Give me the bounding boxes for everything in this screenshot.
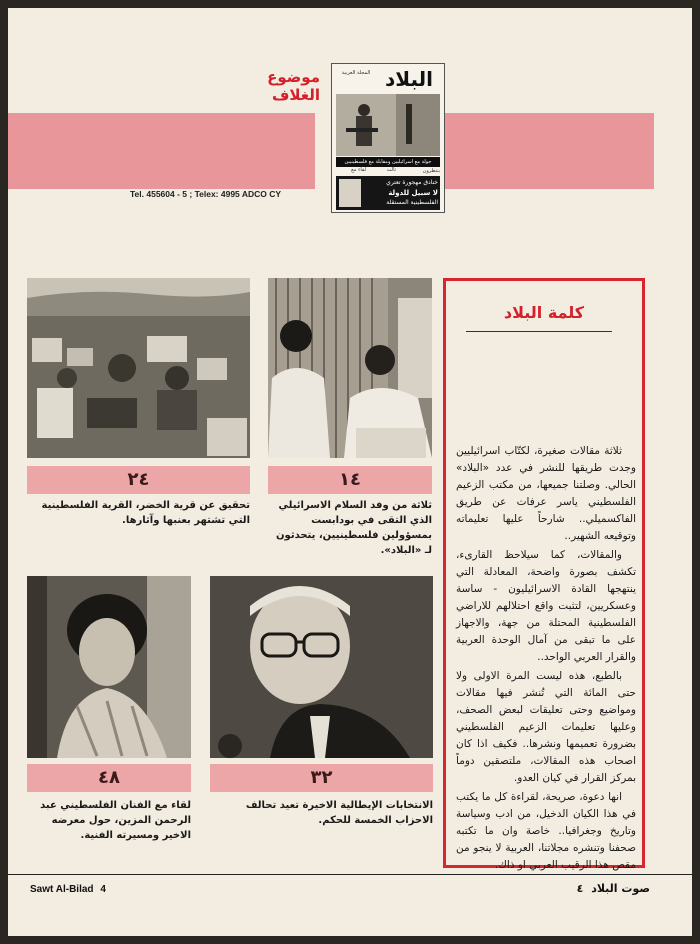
page-number-24: ٢٤ [27,466,250,494]
page-number-32: ٣٢ [210,764,433,792]
caption-elections[interactable]: الانتخابات الإيطالية الاخيرة تعيد تحالف الاحزاب الخمسة للحكم. [245,800,433,826]
cover-photo-figures [336,94,440,156]
caption-village[interactable]: تحقيق عن قرية الخضر، القرية الفلسطينية التي تشتهر بعنبها وآثارها. [41,500,250,526]
caption-delegation[interactable]: ثلاثة من وفد السلام الاسرائيلي الذي التقى في بودابست بمسؤولين فلسطينيين، يتحدثون لـ «البلاد». [276,500,432,556]
page-number-14: ١٤ [268,466,432,494]
editorial-body [456,443,636,876]
footer-page-number-arabic: ٤ [576,882,584,895]
photo-politician [210,576,433,758]
politician-portrait [210,576,433,758]
cover-tag-1: لقاء مع [351,167,366,173]
delegation-scene [268,278,432,458]
editorial-box [443,278,645,871]
cover-tag-2: ثالث [386,167,396,173]
footer-page-number: 4 [100,884,106,895]
page-number-48: ٤٨ [27,764,191,792]
footer-publication-name-arabic: صوت البلاد [591,882,650,895]
header-band-left [8,113,315,189]
photo-village [27,278,250,458]
editorial-paragraph: انها دعوة، صريحة، لقراءة كل ما يكتب في هذا الكيان الدخيل، من ادب وسياسة وتاريخ وجغرافيا.. خاصة وان ما تكتبه صحفنا وتنشره مجلاتنا، العربية لا ينجو من مقص هذا الرقيب العربي او ذاك. [456,791,636,871]
editorial-paragraph: والمقالات، كما سيلاحظ القارىء، تكشف بصورة واضحة، المعادلة التي ينتهجها القادة الاسرائيليون - ساسة وعسكريين، لتثبت واقع احتلالهم للاراضي الفلسطينية المحتلة من جهة، والاجهاز على ما تبقى من آمال الوحدة العربية والقرار العربي الواحد.. [456,549,636,663]
cover-inset-photo [339,179,361,207]
caption-artist[interactable]: لقاء مع الفنان الفلسطيني عبد الرحمن المزين، حول معرضه الاخير ومسيرته الفنية. [40,800,191,841]
artist-portrait [27,576,191,758]
magazine-page [8,8,692,936]
editorial-rule [466,331,612,332]
editorial-paragraph: بالطبع، هذه ليست المرة الاولى ولا حتى المائة التي تُنشر فيها مقالات ومواضيع وحتى تعليقات لبعض الصحف، وعليها تعليمات الزعيم الفلسطيني بضرورة تعميمها ونشرها.. فكيف اذا كان اصحاب هذه المقالات، ملتصقين دوماً بمركز القرار في كيان العدو. [456,670,636,784]
header-band-right [445,113,654,189]
cover-story-heading: موضوع الغلاف [267,68,320,104]
cover-title-block [336,176,440,210]
editorial-title: كلمة البلاد [503,303,585,322]
cover-title-2: لا سبيل للدولة [388,189,438,197]
cover-title-3: الفلسطينية المستقلة [386,199,438,206]
cover-masthead: البلاد [385,67,433,91]
cover-title-1: خنادق مهجورة تعتري [386,179,438,186]
cover-top-label: المجلة العربية [341,70,371,76]
footer-left [30,884,106,895]
village-landscape [27,278,250,458]
cover-headline: جولة مع اسرائيليين ومقابلة مع فلسطينيين [336,157,440,167]
contact-line: Tel. 455604 - 5 ; Telex: 4995 ADCO CY [130,189,282,199]
photo-peace-delegation [268,278,432,458]
photo-artist [27,576,191,758]
footer-publication-name: Sawt Al-Bilad [30,884,94,895]
editorial-paragraph: ثلاثة مقالات صغيرة، لكتّاب اسرائيليين وجدت طريقها للنشر في عدد «البلاد» الحالي. وصلتنا جميعها، من مكتب الزعيم الفلسطيني ياسر عرفات عن طريق الفاكسميلي.. شارحاً عليها تعليماته وتوقيعه الشهير.. [456,445,636,542]
cover-mid-label: ينتظرون [422,168,440,174]
footer-rule [8,874,692,875]
cover-photo [336,94,440,156]
footer-right [577,882,650,895]
cover-thumbnail [331,63,445,213]
